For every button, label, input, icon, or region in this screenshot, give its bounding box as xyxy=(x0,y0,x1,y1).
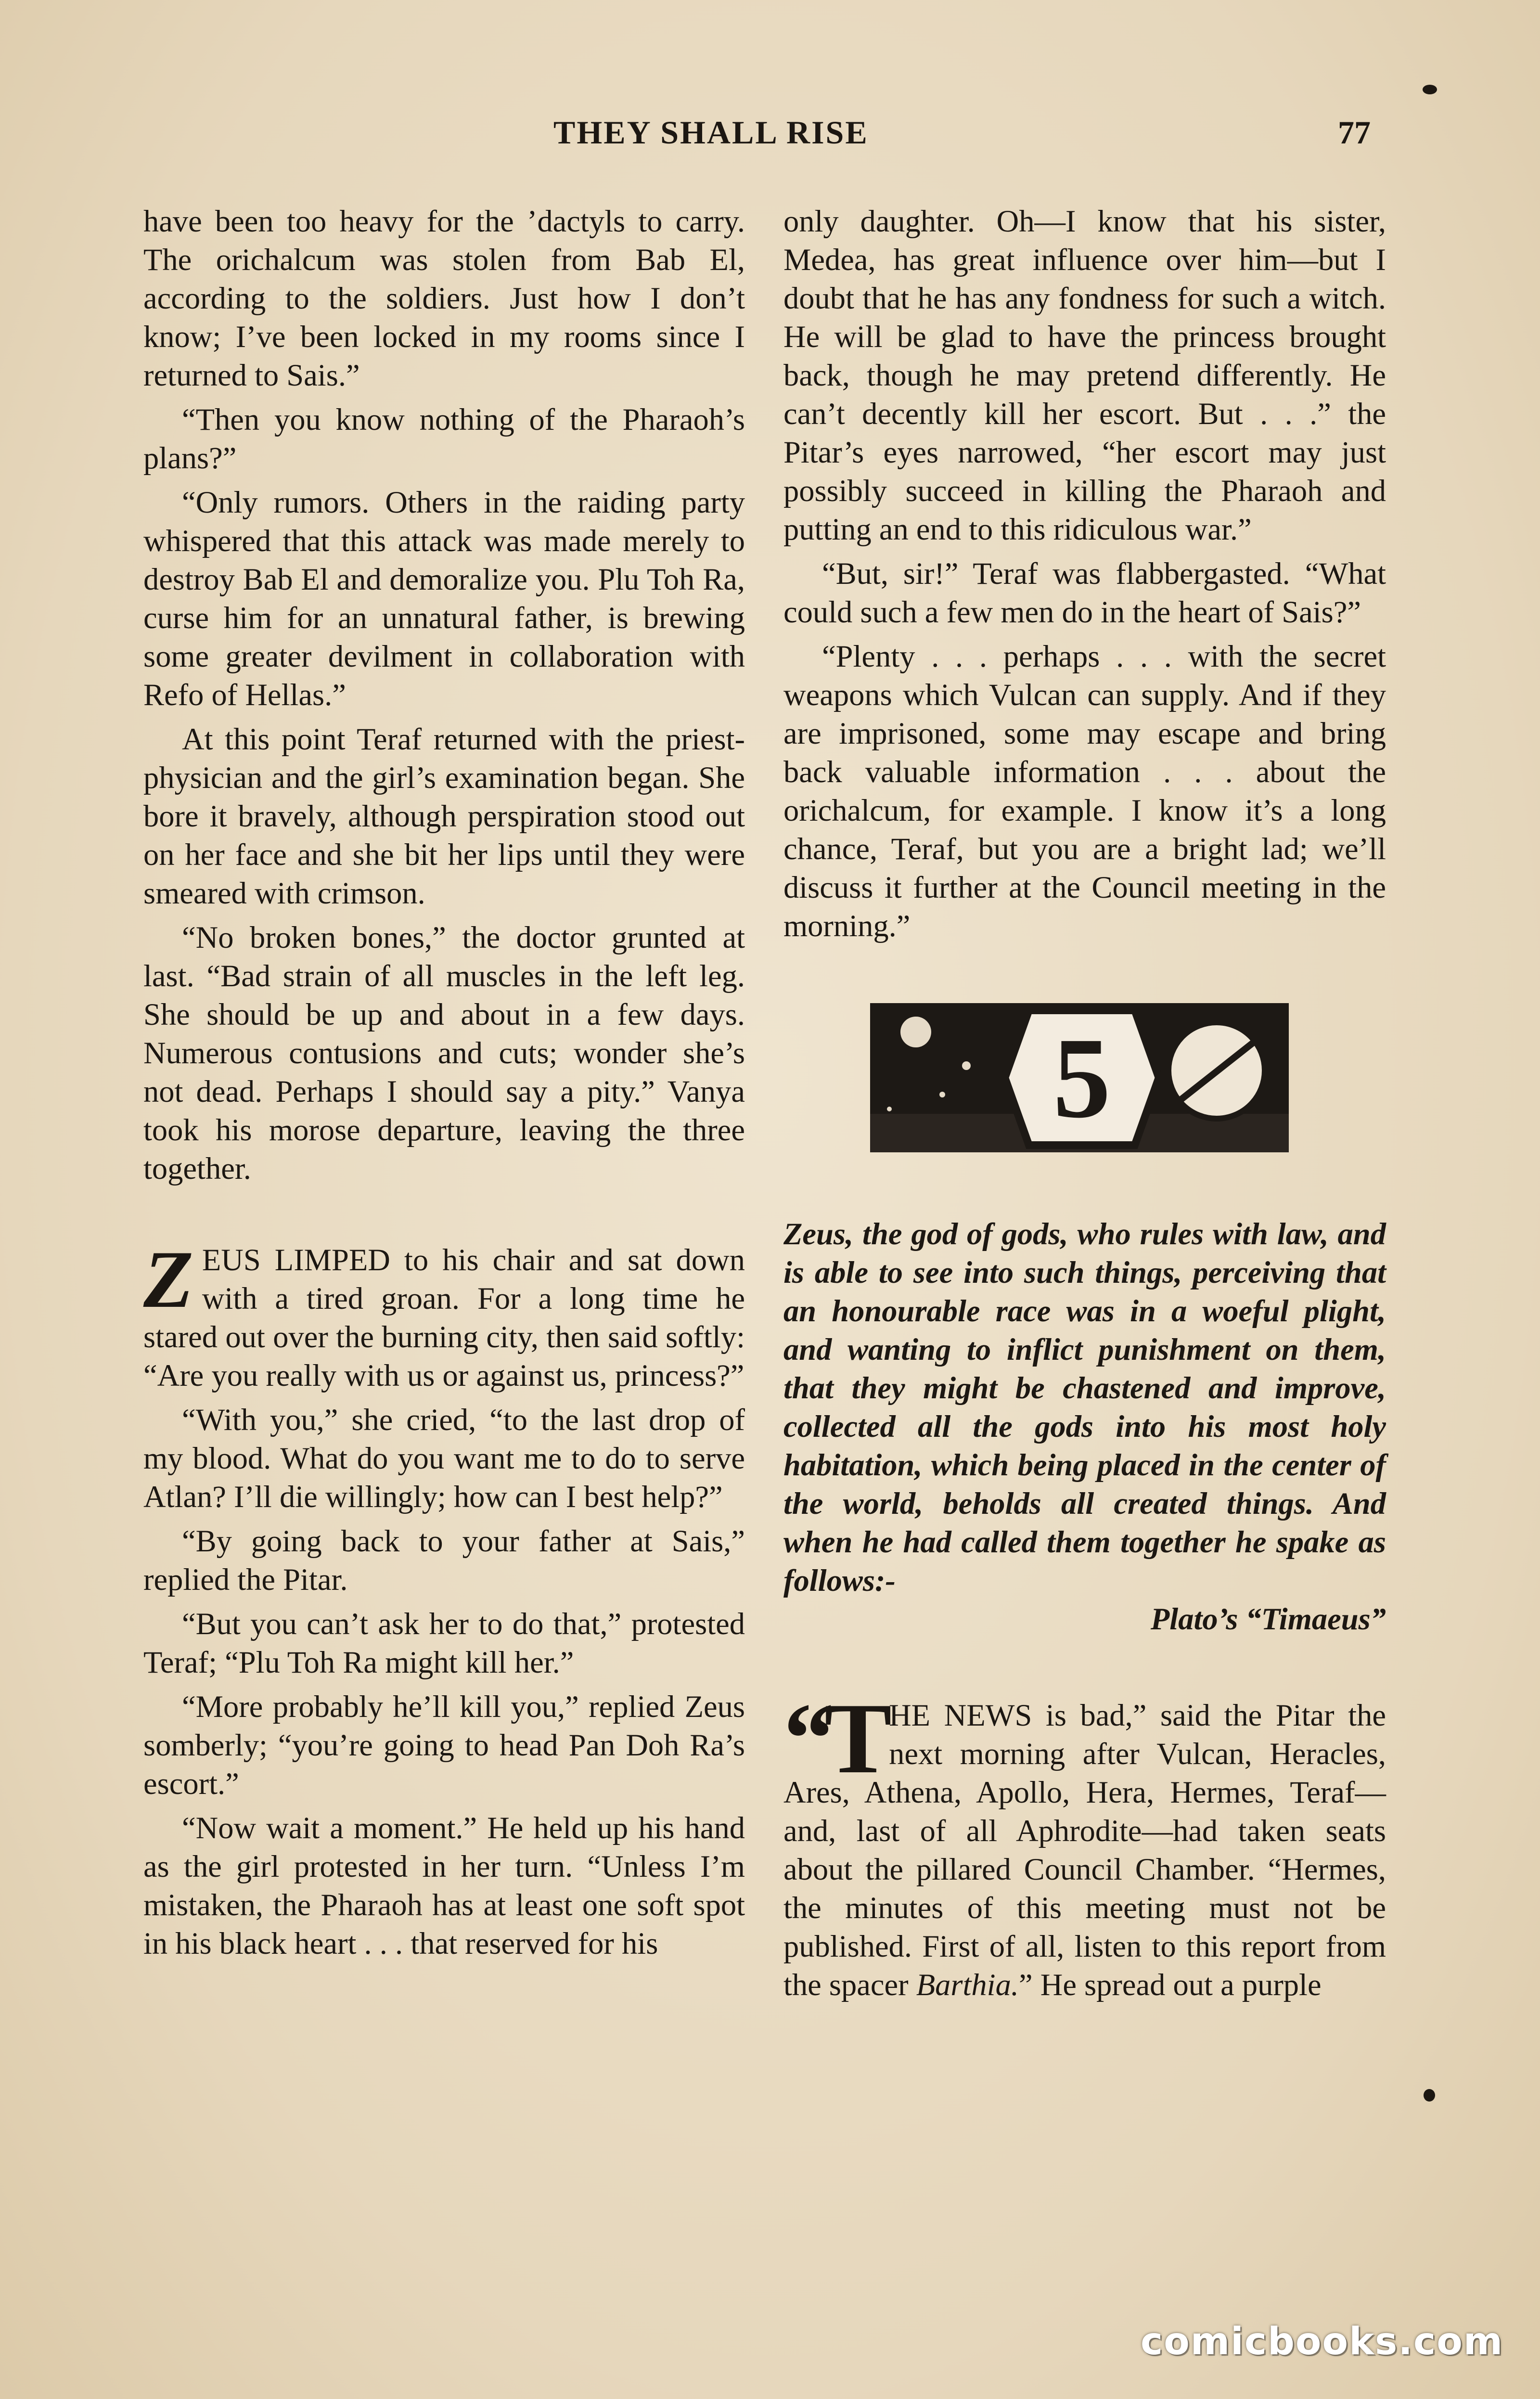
paragraph-text: is bad,” said the Pitar the next morning after Vulcan, Heracles, Ares, Athena, Apollo, Hera, Hermes, Teraf—and, last of all Aphrodite—had taken seats about the pillared Council Chamber. “Hermes, the minutes of this meeting must not be published. First of all, listen to this report from the spacer xyxy=(783,1698,1386,2002)
watermark: comicbooks.com xyxy=(1141,2320,1504,2363)
paragraph: “But, sir!” Teraf was flabbergasted. “What could such a few men do in the heart of Sais?” xyxy=(783,556,1386,629)
paragraph: have been too heavy for the ’dactyls to carry. The orichalcum was stolen from Bab El, according to the soldiers. Just how I don’t know; I’ve been locked in my rooms since I returned to Sais.” xyxy=(143,204,745,392)
star-icon xyxy=(962,1061,971,1070)
paragraph: “With you,” she cried, “to the last drop of my blood. What do you want me to do to serve Atlan? I’ll die willingly; how can I best help?” xyxy=(143,1403,745,1514)
page-header xyxy=(0,114,1540,167)
right-column xyxy=(783,202,1386,2004)
left-column xyxy=(143,202,745,1963)
paragraph: “No broken bones,” the doctor grunted at last. “Bad strain of all muscles in the left leg. She should be up and about in a few days. Numerous contusions and cuts; wonder she’s not dead. Perhaps I should say a pity.” Vanya took his morose departure, leaving the three together. xyxy=(143,920,745,1186)
planet-icon xyxy=(900,1017,931,1047)
epigraph-text: Zeus, the god of gods, who rules with law, and is able to see into such things, perceiving that an honourable race was in a woeful plight, and wanting to inflict punishment on them, that they might be chastened and improve, collected all the gods into his most holy habitation, which being placed in the center of the world, beholds all created things. And when he had called them together he spake as follows:- xyxy=(783,1217,1386,1598)
star-icon xyxy=(939,1092,945,1097)
opening-words: HE NEWS xyxy=(889,1698,1032,1732)
paragraph: only daughter. Oh—I know that his sister, Medea, has great influence over him—but I doubt that he has any fondness for such a witch. He will be glad to have the princess brought back, though he may pretend differently. He can’t decently kill her escort. But . . .” the Pitar’s eyes narrowed, “her escort may just possibly succeed in killing the Pharaoh and putting an end to this ridiculous war.” xyxy=(783,204,1386,546)
paragraph-text: ” He spread out a purple xyxy=(1018,1968,1322,2002)
opening-words: EUS LIMPED xyxy=(202,1243,390,1277)
page-number: 77 xyxy=(1338,114,1371,151)
paragraph: “Then you know nothing of the Pharaoh’s plans?” xyxy=(143,402,745,475)
running-title: THEY SHALL RISE xyxy=(553,114,869,151)
section-first-paragraph xyxy=(143,1234,745,1395)
paragraph: “Now wait a moment.” He held up his hand as the girl protested in her turn. “Unless I’m mistaken, the Pharaoh has at least one soft spot in his black heart . . . that reserved for his xyxy=(143,1811,745,1960)
drop-cap: T xyxy=(824,1683,883,1794)
quote-mark: “ xyxy=(783,1683,824,1794)
section-opening xyxy=(143,1234,745,1395)
star-icon xyxy=(887,1107,892,1111)
paragraph: “By going back to your father at Sais,” replied the Pitar. xyxy=(143,1524,745,1597)
chapter-number: 5 xyxy=(1053,1014,1111,1142)
ink-speck xyxy=(1424,2089,1435,2102)
paragraph: At this point Teraf returned with the priest-physician and the girl’s examination began. She bore it bravely, although perspiration stood out on her face and she bit her lips until they were smeared with crimson. xyxy=(143,722,745,910)
epigraph-source: Plato’s “Timaeus” xyxy=(1150,1602,1386,1636)
paragraph-text: to his chair and sat down with a tired groan. For a long time he stared out over the burning city, then said softly: “Are you really with us or against us, princess?” xyxy=(143,1243,745,1393)
paragraph: “More probably he’ll kill you,” replied Zeus somberly; “you’re going to head Pan Doh Ra’s escort.” xyxy=(143,1690,745,1801)
drop-cap: Z xyxy=(143,1234,193,1325)
section-opening xyxy=(783,1683,1386,2004)
ship-name: Barthia. xyxy=(916,1968,1019,2002)
paragraph: “But you can’t ask her to do that,” protested Teraf; “Plu Toh Ra might kill her.” xyxy=(143,1607,745,1679)
chapter-number-badge xyxy=(870,998,1294,1157)
drop-cap-quote xyxy=(783,1683,883,1794)
paragraph: “Plenty . . . perhaps . . . with the secret weapons which Vulcan can supply. And if they are imprisoned, some may escape and bring back valuable information . . . about the orichalcum, for example. I know it’s a long chance, Teraf, but you are a bright lad; we’ll discuss it further at the Council meeting in the morning.” xyxy=(783,639,1386,943)
paragraph: “Only rumors. Others in the raiding party whispered that this attack was made merely to destroy Bab El and demoralize you. Plu Toh Ra, curse him for an unnatural father, is brewing some greater devilment in collaboration with Refo of Hellas.” xyxy=(143,485,745,712)
ink-speck xyxy=(1423,85,1437,94)
section-first-paragraph xyxy=(783,1683,1386,2004)
epigraph xyxy=(783,1215,1386,1638)
